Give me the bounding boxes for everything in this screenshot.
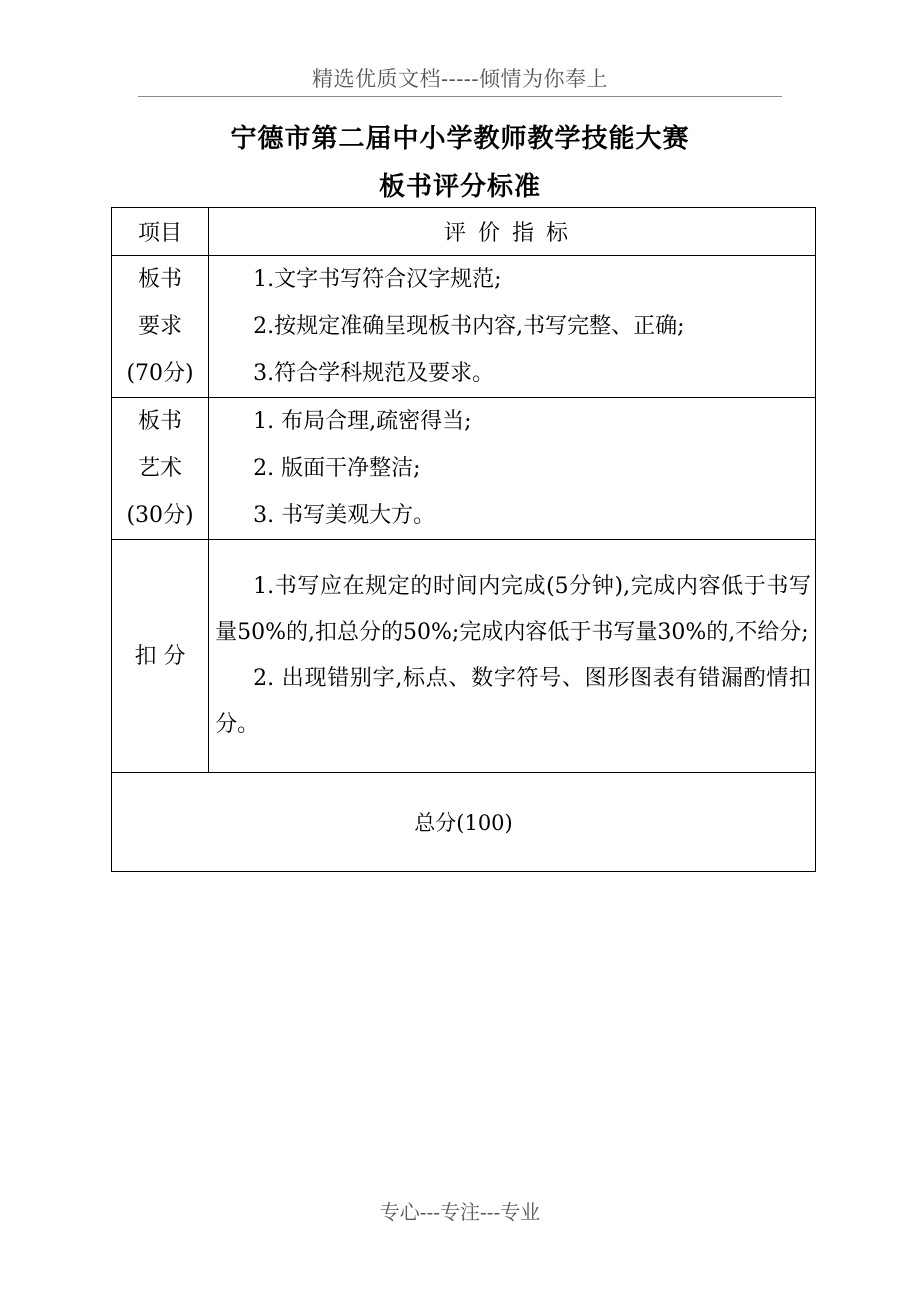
deduction-rule: 1.书写应在规定的时间内完成(5分钟),完成内容低于书写量50%的,扣总分的50%;完成内容低于书写量30%的,不给分; [215, 574, 811, 645]
deduction-label: 扣 分 [134, 643, 186, 669]
item-cell [112, 256, 209, 398]
item-label-line: 艺术 [138, 456, 183, 481]
document-title: 宁德市第二届中小学教师教学技能大赛 [230, 124, 690, 154]
item-label-line: 要求 [138, 314, 183, 339]
scoring-table [111, 207, 816, 872]
total-row [112, 773, 816, 872]
criterion-line: 2. 版面干净整洁; [253, 456, 421, 481]
page-header-text: 精选优质文档-----倾情为你奉上 [312, 67, 608, 91]
item-cell [112, 540, 209, 773]
criteria-cell [209, 398, 816, 540]
criterion-line: 3.符合学科规范及要求。 [253, 361, 495, 386]
item-score-line: (30分) [126, 503, 194, 528]
column-header-criteria: 评价指标 [209, 208, 816, 256]
item-label-line: 板书 [138, 267, 183, 292]
table-header-row [112, 208, 816, 256]
deduction-rule: 2. 出现错别字,标点、数字符号、图形图表有错漏酌情扣分。 [215, 666, 811, 737]
column-header-item: 项目 [112, 208, 209, 256]
page-footer: 专心---专注---专业 [379, 1200, 541, 1224]
item-cell [112, 398, 209, 540]
page-header [138, 66, 782, 97]
criterion-line: 2.按规定准确呈现板书内容,书写完整、正确; [253, 314, 685, 339]
criterion-line: 1.文字书写符合汉字规范; [253, 267, 502, 292]
item-label-line: 板书 [138, 409, 183, 434]
table-row [112, 398, 816, 540]
item-score-line: (70分) [126, 361, 194, 386]
table-row [112, 540, 816, 773]
document-subtitle: 板书评分标准 [378, 172, 541, 202]
criterion-line: 3. 书写美观大方。 [253, 503, 436, 528]
criteria-cell [209, 256, 816, 398]
total-score: 总分(100) [112, 773, 816, 872]
criterion-line: 1. 布局合理,疏密得当; [253, 409, 472, 434]
table-row [112, 256, 816, 398]
criteria-cell [209, 540, 816, 773]
